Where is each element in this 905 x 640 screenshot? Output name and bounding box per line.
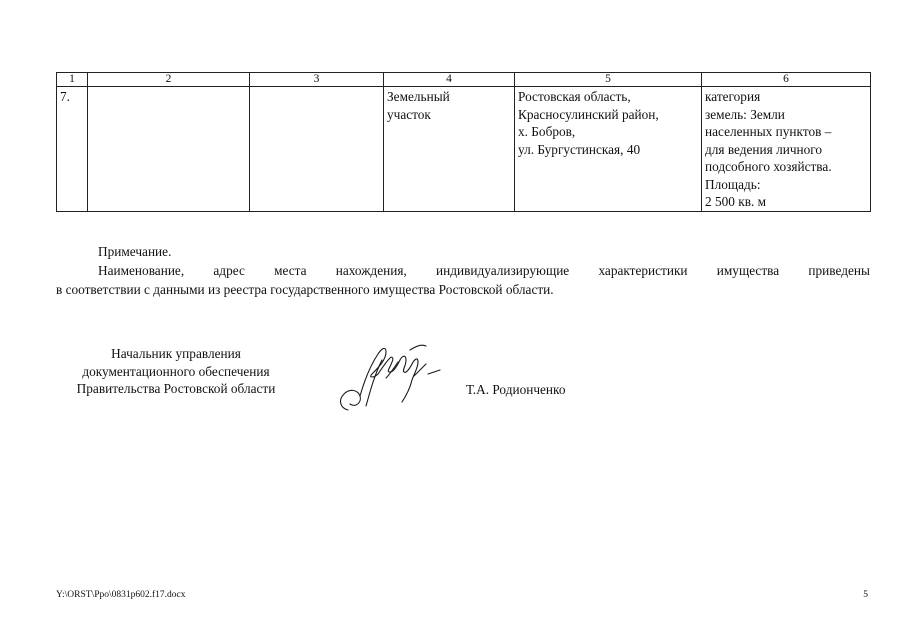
handwritten-signature	[330, 338, 442, 418]
note-word: Наименование,	[98, 263, 185, 278]
signer-name: Т.А. Родионченко	[466, 382, 566, 397]
page-number: 5	[863, 590, 868, 600]
address-line: Красносулинский район,	[518, 106, 659, 122]
note-word: имущества	[716, 263, 780, 278]
table-row	[57, 87, 871, 212]
row-number: 7.	[60, 89, 70, 104]
signer-position-line: документационного обеспечения	[82, 363, 270, 379]
column-number-1: 1	[57, 73, 88, 87]
note-word: места	[274, 263, 307, 278]
address-line: х. Бобров,	[518, 124, 576, 139]
column-number-2: 2	[88, 73, 250, 87]
characteristics-line: населенных пунктов –	[705, 124, 832, 139]
column-number-6: 6	[702, 73, 871, 87]
column-number-5: 5	[515, 73, 702, 87]
property-address-cell	[515, 87, 702, 212]
note-title: Примечание.	[98, 244, 172, 259]
table-header-row	[57, 73, 871, 87]
characteristics-line: подсобного хозяйства.	[705, 159, 832, 174]
signer-position-line: Начальник управления	[111, 346, 241, 361]
characteristics-line: для ведения личного	[705, 141, 823, 157]
empty-cell-col3	[250, 87, 384, 212]
address-line: ул. Бургустинская, 40	[518, 141, 641, 157]
property-name-line: Земельный	[387, 89, 450, 104]
note-text-line-2: в соответствии с данными из реестра государственного имущества Ростовской области.	[56, 282, 554, 297]
address-line: Ростовская область,	[518, 89, 631, 104]
signer-position	[56, 345, 296, 398]
column-number-4: 4	[384, 73, 515, 87]
note-word: адрес	[213, 263, 245, 278]
empty-cell-col2	[88, 87, 250, 212]
column-number-3: 3	[250, 73, 384, 87]
note-word: приведены	[808, 263, 870, 278]
footer-file-path: Y:\ORST\Ppo\0831p602.f17.docx	[56, 590, 186, 600]
property-table	[56, 72, 871, 212]
note-word: характеристики	[598, 263, 688, 278]
characteristics-line: земель: Земли	[705, 106, 785, 122]
characteristics-line: Площадь:	[705, 176, 761, 192]
property-name-cell	[384, 87, 515, 212]
signer-position-line: Правительства Ростовской области	[76, 381, 276, 396]
note-text-line-1	[98, 261, 870, 280]
note-word: индивидуализирующие	[436, 263, 570, 278]
property-characteristics-cell	[702, 87, 871, 212]
characteristics-line: категория	[705, 89, 761, 104]
note-word: нахождения,	[335, 263, 407, 278]
characteristics-line: 2 500 кв. м	[705, 194, 767, 209]
property-name-line: участок	[387, 106, 431, 122]
row-number-cell	[57, 87, 88, 212]
